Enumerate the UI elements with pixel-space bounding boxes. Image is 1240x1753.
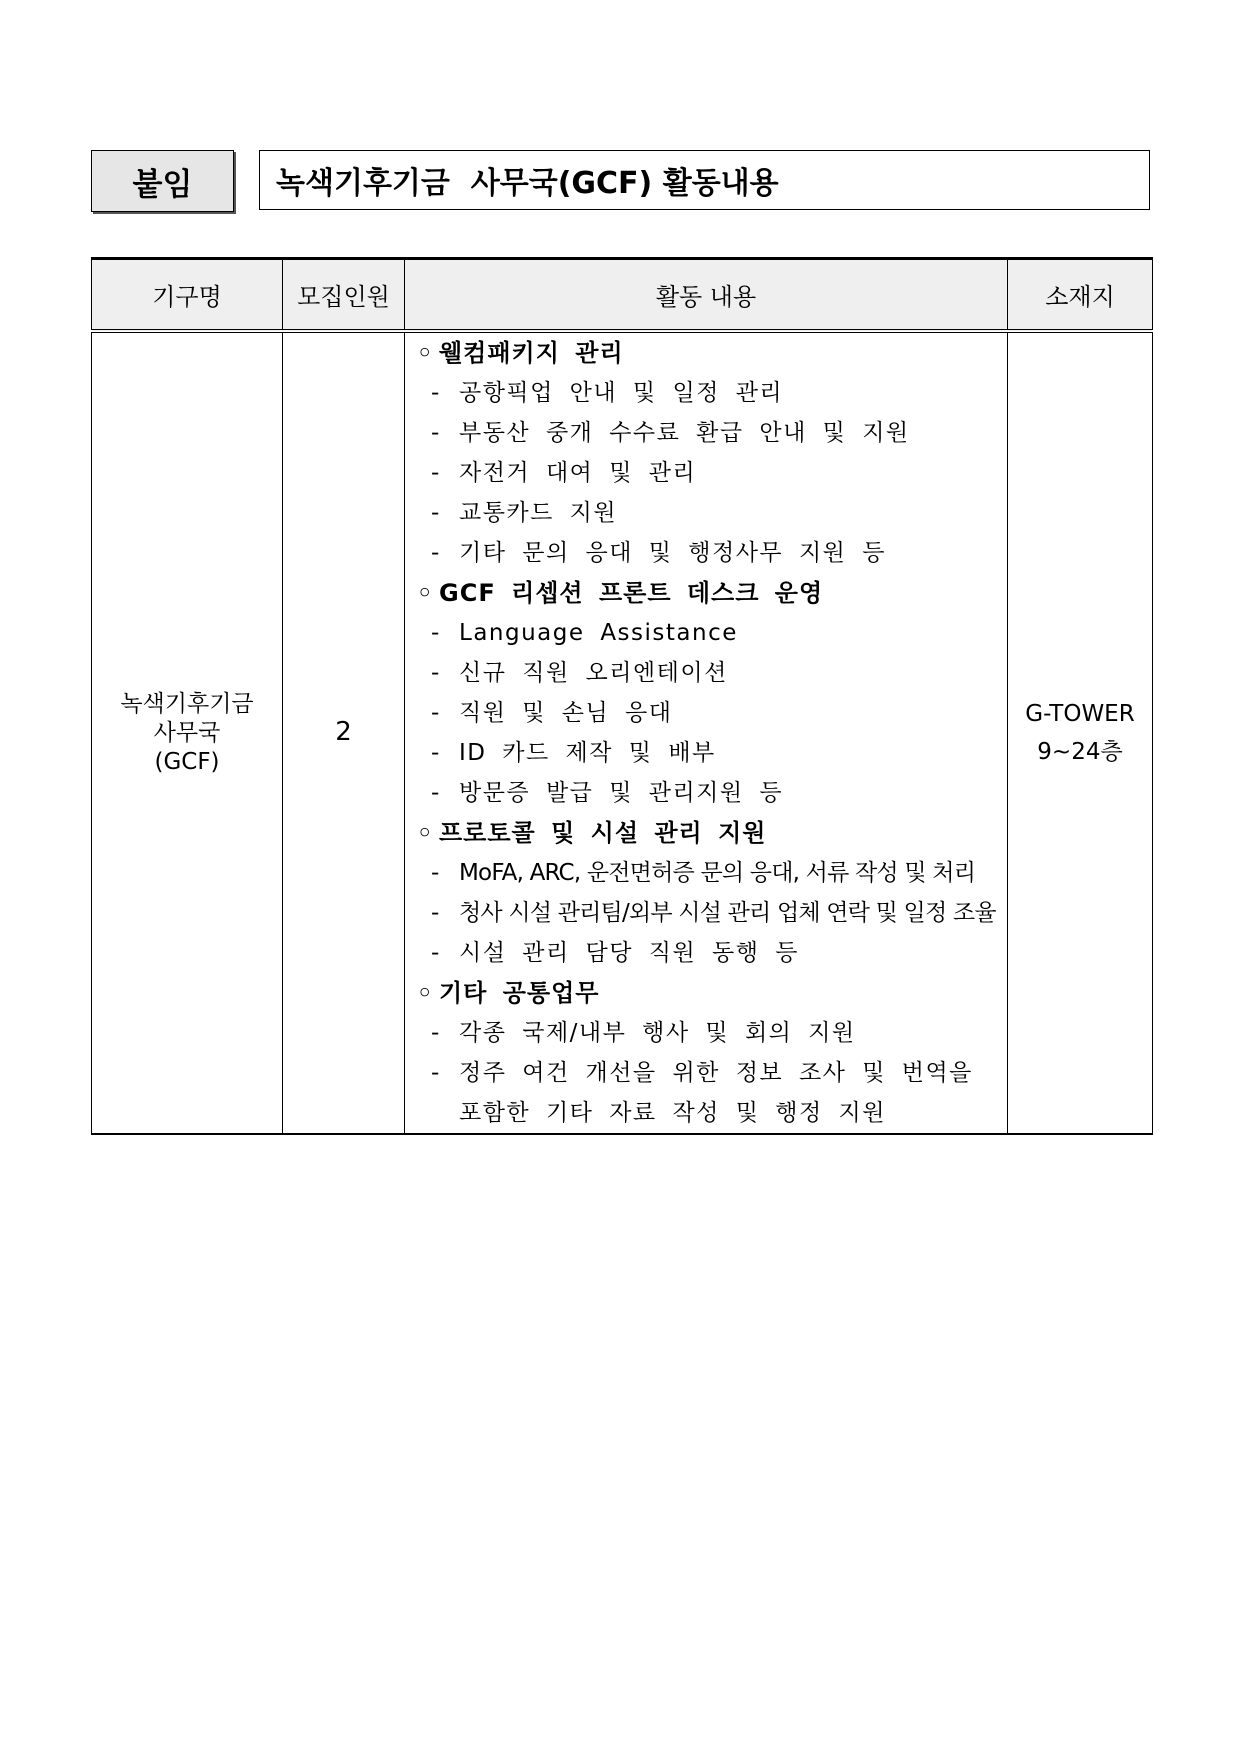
section-title: 프로토콜 및 시설 관리 지원 (439, 819, 767, 847)
list-item: - 기타 문의 응대 및 행정사무 지원 등 (431, 540, 886, 566)
list-item: - 신규 직원 오리엔테이션 (431, 660, 728, 686)
list-item: - 자전거 대여 및 관리 (431, 460, 697, 486)
list-item: - MoFA, ARC, 운전면허증 문의 응대, 서류 작성 및 처리 (431, 860, 976, 886)
activity-table (91, 257, 1153, 1135)
location-cell (1008, 331, 1153, 1134)
section-heading (417, 973, 999, 1013)
org-name-line: 녹색기후기금 (120, 690, 254, 717)
bullet-icon: ◦ (417, 339, 434, 367)
location-line: 9~24층 (1037, 739, 1123, 765)
list-item: - 시설 관리 담당 직원 동행 등 (431, 940, 799, 966)
col-header-location: 소재지 (1008, 259, 1153, 332)
recruit-count: 2 (335, 717, 352, 747)
bullet-icon: ◦ (417, 819, 434, 847)
list-item-continuation: 포함한 기타 자료 작성 및 행정 지원 (459, 1100, 886, 1126)
location-line: G-TOWER (1025, 701, 1135, 727)
document-title-text: 녹색기후기금 사무국(GCF) 활동내용 (276, 166, 779, 201)
list-item: - ID 카드 제작 및 배부 (431, 740, 716, 766)
attachment-tag: 붙임 (91, 150, 234, 212)
list-item: - 정주 여건 개선을 위한 정보 조사 및 번역을 (431, 1060, 973, 1086)
section-heading (417, 573, 999, 613)
section-title: GCF 리셉션 프론트 데스크 운영 (439, 579, 824, 607)
list-item: - 공항픽업 안내 및 일정 관리 (431, 380, 784, 406)
bullet-icon: ◦ (417, 579, 434, 607)
list-item: - 부동산 중개 수수료 환급 안내 및 지원 (431, 420, 910, 446)
list-item: - 청사 시설 관리팀/외부 시설 관리 업체 연락 및 일정 조율 (431, 900, 996, 926)
list-item: - 방문증 발급 및 관리지원 등 (431, 780, 784, 806)
list-item: - 교통카드 지원 (431, 500, 618, 526)
section-title: 웰컴패키지 관리 (439, 339, 624, 367)
col-header-org: 기구명 (92, 259, 283, 332)
col-header-activities: 활동 내용 (405, 259, 1008, 332)
bullet-icon: ◦ (417, 979, 434, 1007)
list-item: - 각종 국제/내부 행사 및 회의 지원 (431, 1020, 856, 1046)
header-row (91, 150, 1152, 212)
org-name-line: 사무국 (153, 719, 221, 746)
org-name-line: (GCF) (154, 748, 220, 775)
activities-cell (405, 331, 1008, 1134)
list-item: - 직원 및 손님 응대 (431, 700, 673, 726)
section-heading (417, 333, 999, 373)
section-title: 기타 공통업무 (439, 979, 600, 1007)
recruit-count-cell (283, 331, 405, 1134)
list-item: - Language Assistance (431, 620, 738, 646)
table-header-row (92, 259, 1153, 332)
col-header-count: 모집인원 (283, 259, 405, 332)
table-row (92, 331, 1153, 1134)
org-name-cell (92, 331, 283, 1134)
section-heading (417, 813, 999, 853)
document-title (259, 150, 1150, 210)
